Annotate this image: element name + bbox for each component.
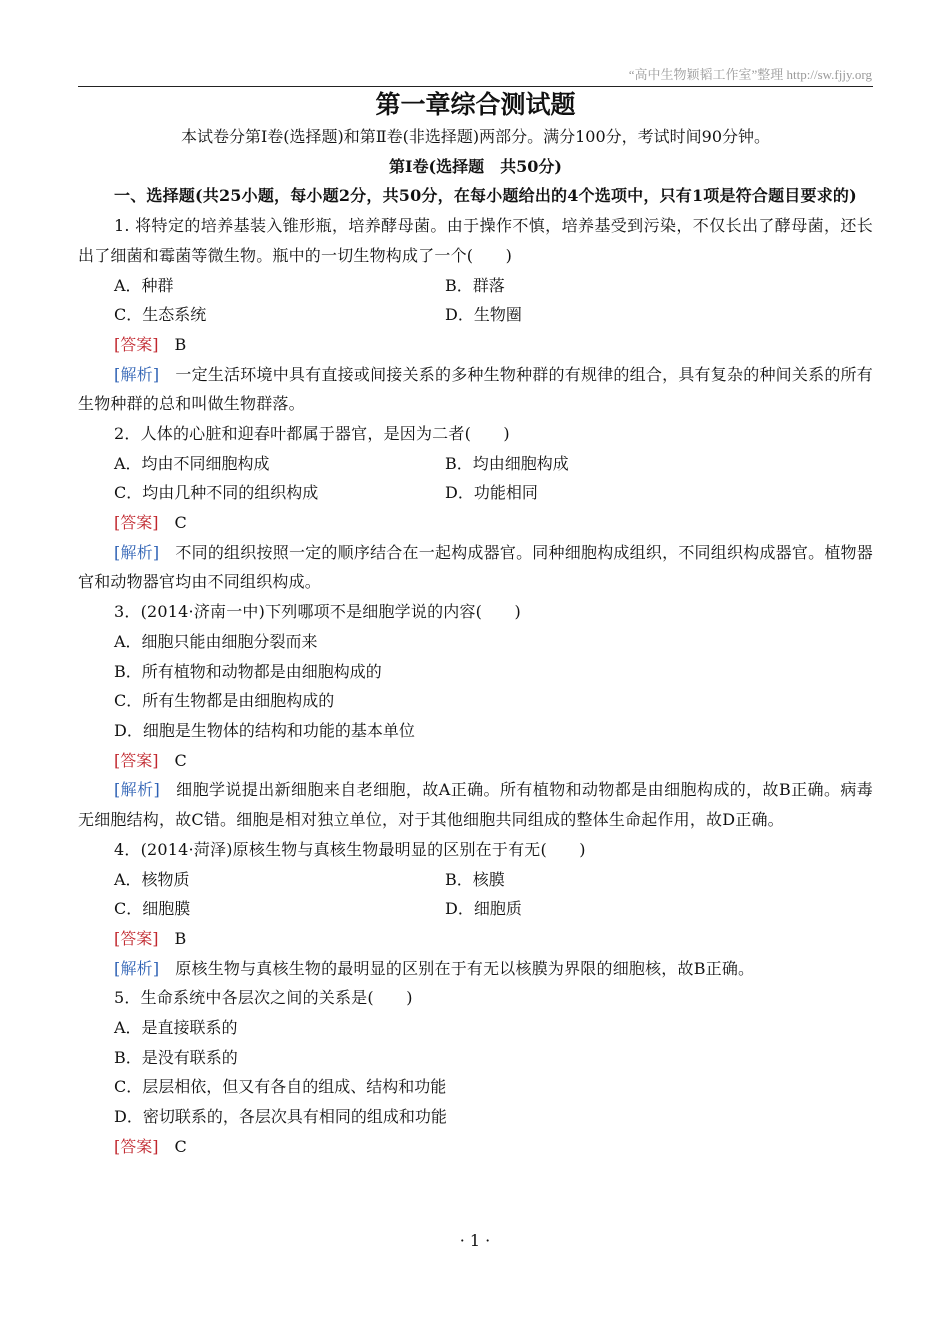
option: D．功能相同 <box>445 483 538 503</box>
answer-tag: [答案] <box>114 750 159 770</box>
explanation-line <box>78 360 873 419</box>
question-stem: 3．(2014·济南一中)下列哪项不是细胞学说的内容( ) <box>114 602 521 622</box>
option-row <box>78 865 873 895</box>
document-body <box>78 88 873 1162</box>
answer-tag: [答案] <box>114 1136 159 1156</box>
explanation-text: 原核生物与真核生物的最明显的区别在于有无以核膜为界限的细胞核，故B正确。 <box>175 958 755 978</box>
answer-value: B <box>174 928 187 948</box>
answer-line <box>78 1132 873 1162</box>
question-stem: 4．(2014·菏泽)原核生物与真核生物最明显的区别在于有无( ) <box>114 839 586 859</box>
explanation-line <box>78 538 873 597</box>
page-title: 第一章综合测试题 <box>375 90 576 119</box>
answer-tag: [答案] <box>114 928 159 948</box>
option: B．核膜 <box>445 869 505 889</box>
question-stem: 5．生命系统中各层次之间的关系是( ) <box>114 988 413 1008</box>
answer-value: C <box>174 1136 187 1156</box>
option: A．细胞只能由细胞分裂而来 <box>114 631 318 651</box>
option: B．所有植物和动物都是由细胞构成的 <box>114 661 382 681</box>
option: D．细胞质 <box>445 899 522 919</box>
explanation-text: 不同的组织按照一定的顺序结合在一起构成器官。同种细胞构成组织，不同组织构成器官。植物器官和动物器官均由不同组织构成。 <box>78 542 873 592</box>
explanation-tag: [解析] <box>114 364 160 384</box>
answer-tag: [答案] <box>114 334 159 354</box>
option: B．是没有联系的 <box>114 1047 238 1067</box>
option: C．所有生物都是由细胞构成的 <box>114 691 335 711</box>
question-stem: 2．人体的心脏和迎春叶都属于器官，是因为二者( ) <box>114 424 510 443</box>
option: C．层层相依，但又有各自的组成、结构和功能 <box>114 1077 447 1097</box>
option-row <box>78 300 873 330</box>
option-row <box>78 449 873 479</box>
option-row <box>78 271 873 301</box>
option: A．核物质 <box>114 869 190 889</box>
explanation-text: 细胞学说提出新细胞来自老细胞，故A正确。所有植物和动物都是由细胞构成的，故B正确。病毒无细胞结构，故C错。细胞是相对独立单位，对于其他细胞共同组成的整体生命起作用，故D正确。 <box>78 780 873 830</box>
explanation-tag: [解析] <box>114 780 160 800</box>
option: C．细胞膜 <box>114 899 191 919</box>
option: A．均由不同细胞构成 <box>114 453 270 473</box>
option: C．均由几种不同的组织构成 <box>114 483 319 503</box>
option: D．生物圈 <box>445 305 522 325</box>
explanation-text: 一定生活环境中具有直接或间接关系的多种生物种群的有规律的组合，具有复杂的种间关系的所有生物种群的总和叫做生物群落。 <box>78 364 873 414</box>
option: D．密切联系的，各层次具有相同的组成和功能 <box>114 1107 447 1127</box>
answer-value: C <box>174 750 187 770</box>
option: C．生态系统 <box>114 305 207 325</box>
explanation-line <box>78 954 873 984</box>
header-note: “高中生物颖韬工作室”整理 http://sw.fjjy.org <box>628 67 872 82</box>
option: B．均由细胞构成 <box>445 453 569 473</box>
page-number: · 1 · <box>459 1231 491 1250</box>
answer-line <box>78 330 873 360</box>
option-row <box>78 894 873 924</box>
answer-line <box>78 746 873 776</box>
option: D．细胞是生物体的结构和功能的基本单位 <box>114 721 415 740</box>
explanation-line <box>78 775 873 834</box>
option-row <box>78 478 873 508</box>
part1-heading: 第Ⅰ卷(选择题 共50分) <box>389 156 562 176</box>
section-heading: 一、选择题(共25小题，每小题2分，共50分，在每小题给出的4个选项中，只有1项是符合题目要求的) <box>114 186 857 206</box>
option: A．种群 <box>114 275 174 295</box>
header-rule <box>78 86 873 87</box>
explanation-tag: [解析] <box>114 542 160 562</box>
answer-value: B <box>174 334 187 354</box>
answer-tag: [答案] <box>114 513 159 533</box>
answer-value: C <box>174 513 187 533</box>
exam-intro: 本试卷分第Ⅰ卷(选择题)和第Ⅱ卷(非选择题)两部分。满分100分，考试时间90分钟。 <box>180 127 771 146</box>
option: A．是直接联系的 <box>114 1018 238 1037</box>
answer-line <box>78 508 873 538</box>
option: B．群落 <box>445 275 505 295</box>
explanation-tag: [解析] <box>114 958 160 978</box>
question-stem: 1. 将特定的培养基装入锥形瓶，培养酵母菌。由于操作不慎，培养基受到污染，不仅长出了酵母菌，还长出了细菌和霉菌等微生物。瓶中的一切生物构成了一个( ) <box>78 216 873 265</box>
answer-line <box>78 924 873 954</box>
